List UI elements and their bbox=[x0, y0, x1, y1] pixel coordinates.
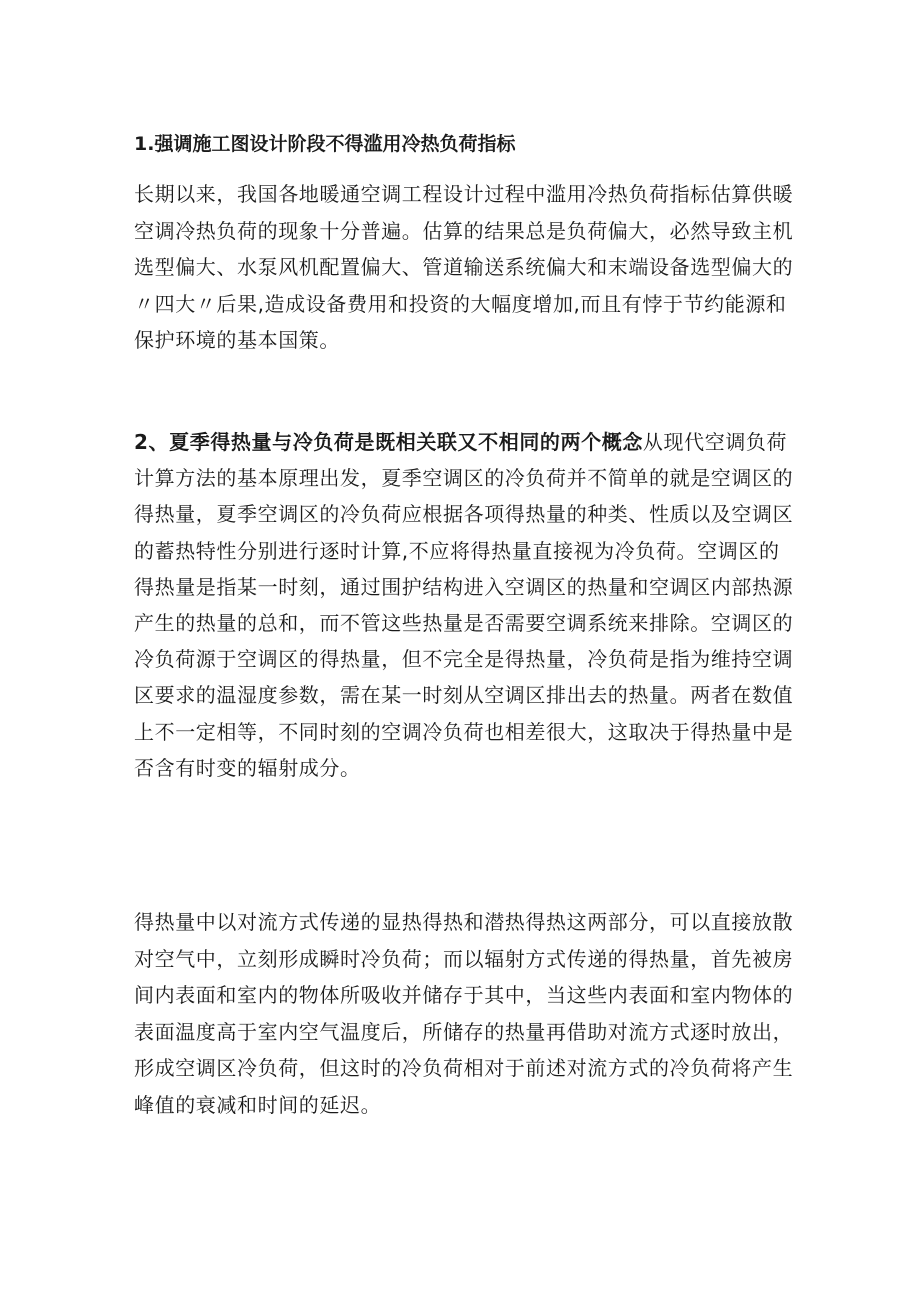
section-2-continuation-paragraph: 得热量中以对流方式传递的显热得热和潜热得热这两部分，可以直接放散对空气中，立刻形成瞬时冷负荷；而以辐射方式传递的得热量，首先被房间内表面和室内的物体所吸收并储存于其中，当这些内表面和室内物体的表面温度高于室内空气温度后，所储存的热量再借助对流方式逐时放出，形成空调区冷负荷，但这时的冷负荷相对于前述对流方式的冷负荷将产生峰值的衰减和时间的延迟。 bbox=[134, 910, 794, 1117]
section-2-paragraph bbox=[134, 424, 794, 786]
section-1-paragraph: 长期以来，我国各地暖通空调工程设计过程中滥用冷热负荷指标估算供暖空调冷热负荷的现象十分普遍。估算的结果总是负荷偏大，必然导致主机选型偏大、水泵风机配置偏大、管道输送系统偏大和末端设备选型偏大的〃四大〃后果,造成设备费用和投资的大幅度增加,而且有悖于节约能源和保护环境的基本国策。 bbox=[134, 182, 794, 352]
section-2-body: 从现代空调负荷计算方法的基本原理出发，夏季空调区的冷负荷并不简单的就是空调区的得热量，夏季空调区的冷负荷应根据各项得热量的种类、性质以及空调区的蓄热特性分别进行逐时计算,不应将得热量直接视为冷负荷。空调区的得热量是指某一时刻，通过围护结构进入空调区的热量和空调区内部热源产生的热量的总和，而不管这些热量是否需要空调系统来排除。空调区的冷负荷源于空调区的得热量，但不完全是得热量，冷负荷是指为维持空调区要求的温湿度参数，需在某一时刻从空调区排出去的热量。两者在数值上不一定相等，不同时刻的空调冷负荷也相差很大，这取决于得热量中是否含有时变的辐射成分。 bbox=[134, 430, 794, 780]
section-2-heading: 2、夏季得热量与冷负荷是既相关联又不相同的两个概念 bbox=[134, 430, 643, 454]
section-1-heading: 1.强调施工图设计阶段不得滥用冷热负荷指标 bbox=[134, 133, 516, 155]
